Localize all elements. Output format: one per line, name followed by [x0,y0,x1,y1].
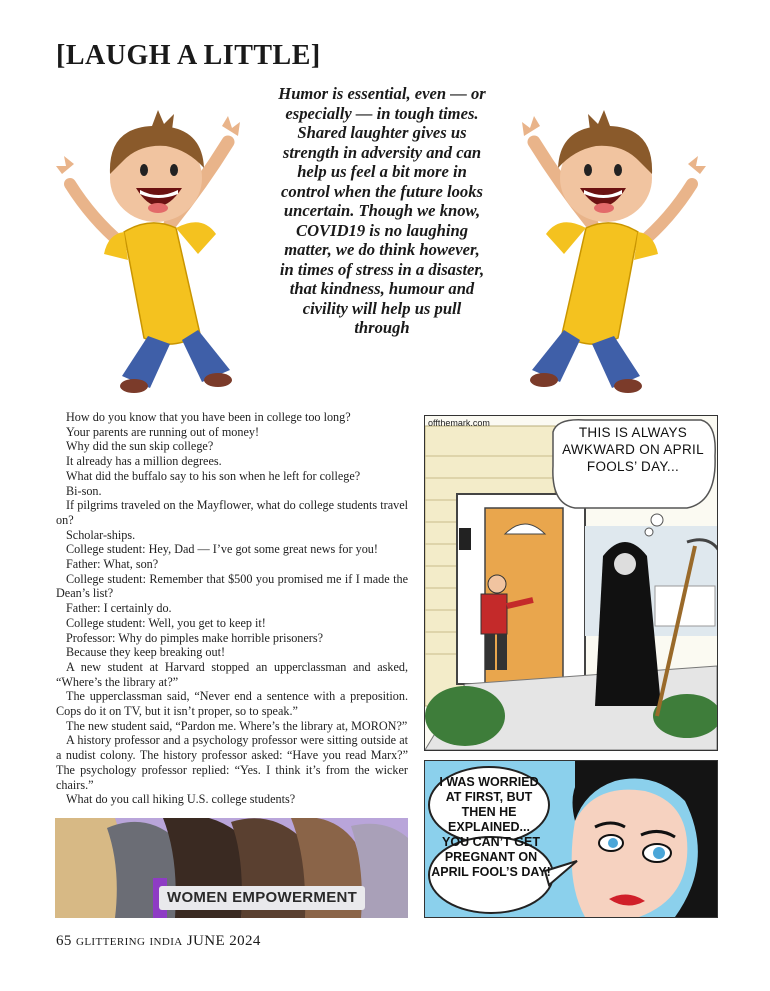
issue-date: JUNE 2024 [186,933,261,949]
section-title: [LAUGH A LITTLE] [56,40,321,71]
joke-line: Your parents are running out of money! [66,424,260,439]
joke-line: Scholar-ships. [66,527,136,542]
joke-line: Professor: Why do pimples make horrible prisoners? [66,630,324,645]
photo-caption-label: WOMEN EMPOWERMENT [159,886,365,910]
jumping-boy-illustration-left [52,104,252,394]
joke-line: College student: Hey, Dad — I’ve got some great news for you! [66,542,378,557]
page-footer [56,933,261,950]
joke-line: Bi-son. [66,483,102,498]
joke-line: A new student at Harvard stopped an upperclassman and asked, “Where’s the library at?” [56,659,408,689]
joke-line: A history professor and a psychology professor were sitting outside at a nudist colony. The history professor asked: “Have you read Marx?” The psychology professor replied: “Yes. I think it’s from the wicker chairs.” [56,733,408,792]
jokes-column [56,410,408,807]
women-empowerment-photo [55,818,408,918]
intro-paragraph: Humor is essential, even — or especially — in tough times. Shared laughter gives us strength in adversity and can help us feel a bit more in control when the future looks uncertain. Though we know, COVID19 is no laughing matter, we do think however, in times of stress in a disaster, that kindness, humour and civility will help us pull through [278,84,486,337]
joke-line: College student: Remember that $500 you promised me if I made the Dean’s list? [56,571,408,601]
joke-line: How do you know that you have been in college too long? [66,410,351,424]
comic-speech-bubble-text: I WAS WORRIED AT FIRST, BUT THEN HE EXPLAINED... [439,775,539,834]
magazine-name: glittering india [75,933,183,949]
comic-speech-bubble-text: YOU CAN’T GET PREGNANT ON APRIL FOOL’S DAY! [431,835,551,879]
joke-line: What did the buffalo say to his son when he left for college? [66,468,361,483]
page-number: 65 [56,933,72,949]
april-fools-grim-reaper-comic [424,415,718,751]
comic-credit: offthemark.com [428,418,490,428]
joke-line: It already has a million degrees. [66,454,222,469]
joke-line: Father: I certainly do. [66,601,172,616]
joke-line: College student: Well, you get to keep it! [66,615,266,630]
joke-line: Father: What, son? [66,557,159,572]
joke-line: What do you call hiking U.S. college students? [66,792,296,807]
joke-line: The new student said, “Pardon me. Where’s the library at, MORON?” [66,718,408,733]
joke-line: Why did the sun skip college? [66,439,214,454]
jumping-boy-illustration-right [504,104,716,394]
joke-line: The upperclassman said, “Never end a sentence with a preposition. Cops do it on TV, but it isn’t proper, so to speak.” [56,689,408,719]
april-fools-pop-art-comic [424,760,718,918]
comic-thought-bubble-text: THIS IS ALWAYS AWKWARD ON APRIL FOOLS’ DAY... [562,425,704,474]
joke-line: If pilgrims traveled on the Mayflower, what do college students travel on? [56,498,408,527]
joke-line: Because they keep breaking out! [66,645,226,660]
